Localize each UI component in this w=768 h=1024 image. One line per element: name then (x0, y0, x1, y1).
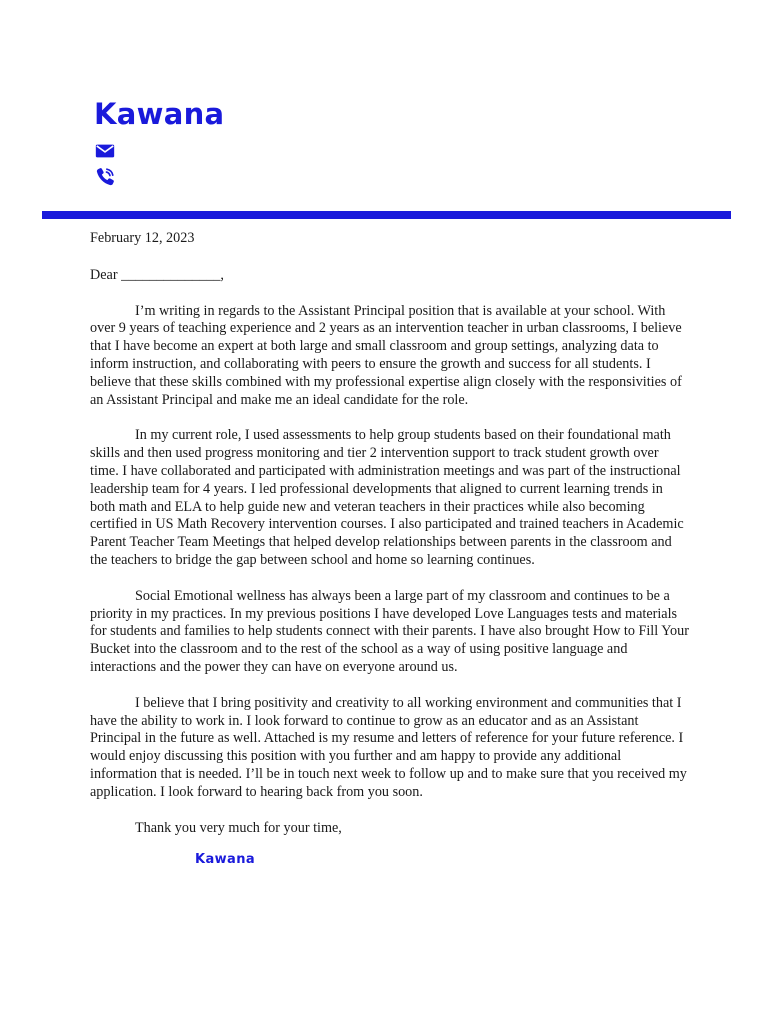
paragraph-3: Social Emotional wellness has always been a large part of my classroom and continues to be a priority in my practices. In my previous positions I have developed Love Languages tests and materials for students and families to help students connect with their parents. I have also brought How to Fill Your Bucket into the classroom and to the rest of the school as a way of using positive language and interactions and the power they can have on everyone around us. (90, 587, 689, 675)
paragraph-2: In my current role, I used assessments to help group students based on their foundational math skills and then used progress monitoring and tier 2 intervention support to track student growth over time. I have collaborated and participated with administration meetings and was part of the instructional leadership team for 4 years. I led professional developments that aligned to current learning trends in both math and ELA to help guide new and veteran teachers in their practices while also becoming certified in US Math Recovery intervention courses. I also participated and trained teachers in Academic Parent Teacher Team Meetings that helped develop relationships between parents in the classroom and the teachers to bridge the gap between school and home so learning continues. (90, 427, 684, 568)
closing-line: Thank you very much for your time, (135, 819, 342, 836)
salutation: Dear ______________, (90, 266, 224, 283)
letterhead (94, 96, 224, 188)
paragraph-4: I believe that I bring positivity and creativity to all working environment and communities that I have the ability to work in. I look forward to continue to grow as an educator and as an Assistant Principal in the future as well. Attached is my resume and letters of reference for your future reference. I would enjoy discussing this position with you further and am happy to provide any additional information that is needed. I’ll be in touch next week to follow up and to make sure that you received my application. I look forward to hearing back from you soon. (90, 694, 687, 800)
paragraph-1: I’m writing in regards to the Assistant Principal position that is available at your school. With over 9 years of teaching experience and 2 years as an intervention teacher in urban classrooms, I believe that I have become an expert at both large and small classroom and group settings, analyzing data to inform instruction, and collaborating with peers to ensure the growth and success for all students. I believe that these skills combined with my professional expertise align closely with the responsivities of an Assistant Principal and make me an ideal candidate for the role. (90, 302, 682, 408)
header-divider (42, 211, 731, 219)
letter-date: February 12, 2023 (90, 230, 195, 246)
signature: Kawana (195, 852, 256, 868)
mail-icon (94, 140, 116, 162)
letter-body (90, 230, 690, 869)
phone-icon (94, 166, 116, 188)
sender-name: Kawana (94, 97, 225, 131)
